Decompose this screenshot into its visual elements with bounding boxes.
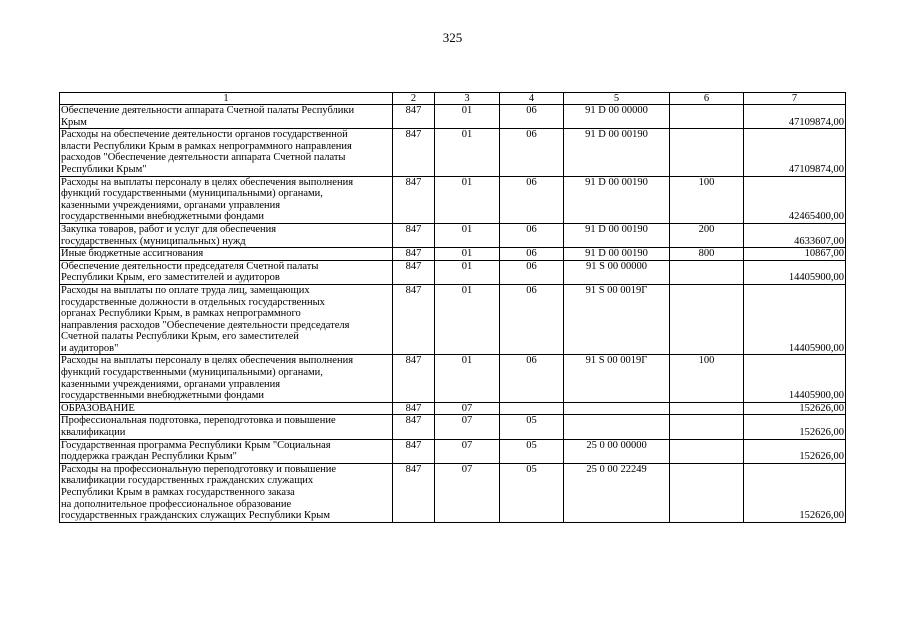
item-name-line: Расходы на выплаты персоналу в целях обеспечения выполнения bbox=[61, 176, 354, 188]
target-article-cell: 91 D 00 00000 bbox=[564, 105, 670, 129]
ministry-code-cell: 847 bbox=[393, 402, 435, 415]
target-article-cell: 91 D 00 00190 bbox=[564, 248, 670, 261]
item-name-line: казенными учреждениями, органами управления bbox=[61, 378, 281, 390]
target-article-cell: 91 D 00 00190 bbox=[564, 223, 670, 247]
ministry-code-cell: 847 bbox=[393, 355, 435, 402]
table-row bbox=[60, 105, 846, 129]
item-name-line: Расходы на профессиональную переподготовку и повышение bbox=[61, 463, 337, 475]
item-name-cell bbox=[60, 415, 393, 439]
section-code-cell: 07 bbox=[435, 439, 500, 463]
item-name-line: ОБРАЗОВАНИЕ bbox=[61, 402, 135, 414]
expense-type-cell bbox=[670, 260, 744, 284]
item-name-line: Крым bbox=[61, 116, 87, 128]
header-cell: 3 bbox=[435, 93, 500, 105]
expense-type-cell bbox=[670, 463, 744, 522]
table-row bbox=[60, 223, 846, 247]
item-name-line: квалификации bbox=[61, 427, 126, 439]
target-article-cell: 91 D 00 00190 bbox=[564, 176, 670, 223]
table-body bbox=[60, 93, 846, 523]
subsection-code-cell: 06 bbox=[500, 129, 564, 176]
budget-table bbox=[59, 92, 846, 523]
item-name-line: Профессиональная подготовка, переподготовка и повышение bbox=[61, 415, 336, 427]
item-name-line: Закупка товаров, работ и услуг для обеспечения bbox=[61, 223, 277, 235]
amount-cell: 152626,00 bbox=[744, 415, 846, 439]
item-name-cell bbox=[60, 260, 393, 284]
target-article-cell: 25 0 00 22249 bbox=[564, 463, 670, 522]
target-article-cell: 91 S 00 00000 bbox=[564, 260, 670, 284]
ministry-code-cell: 847 bbox=[393, 260, 435, 284]
subsection-code-cell bbox=[500, 402, 564, 415]
table-row bbox=[60, 355, 846, 402]
table-row bbox=[60, 284, 846, 355]
item-name-cell bbox=[60, 248, 393, 261]
ministry-code-cell: 847 bbox=[393, 284, 435, 355]
item-name-cell bbox=[60, 402, 393, 415]
item-name-line: расходов "Обеспечение деятельности аппарата Счетной палаты bbox=[61, 152, 346, 164]
amount-cell: 47109874,00 bbox=[744, 105, 846, 129]
table-row bbox=[60, 260, 846, 284]
subsection-code-cell: 06 bbox=[500, 355, 564, 402]
header-cell: 5 bbox=[564, 93, 670, 105]
target-article-cell: 91 S 00 0019Г bbox=[564, 284, 670, 355]
item-name-cell bbox=[60, 284, 393, 355]
item-name-line: Республики Крым в рамках государственного заказа bbox=[61, 487, 295, 498]
subsection-code-cell: 05 bbox=[500, 415, 564, 439]
subsection-code-cell: 06 bbox=[500, 105, 564, 129]
expense-type-cell: 200 bbox=[670, 223, 744, 247]
item-name-line: и аудиторов" bbox=[61, 342, 119, 354]
table-row bbox=[60, 176, 846, 223]
table-row bbox=[60, 439, 846, 463]
expense-type-cell bbox=[670, 439, 744, 463]
item-name-line: государственные должности в отдельных государственных bbox=[61, 296, 325, 308]
item-name-line: Обеспечение деятельности аппарата Счетной палаты Республики bbox=[61, 105, 355, 116]
expense-type-cell: 100 bbox=[670, 176, 744, 223]
header-cell: 4 bbox=[500, 93, 564, 105]
item-name-line: Расходы на выплаты персоналу в целях обеспечения выполнения bbox=[61, 355, 354, 367]
section-code-cell: 01 bbox=[435, 129, 500, 176]
section-code-cell: 01 bbox=[435, 284, 500, 355]
table-row bbox=[60, 463, 846, 522]
subsection-code-cell: 05 bbox=[500, 439, 564, 463]
expense-type-cell bbox=[670, 129, 744, 176]
section-code-cell: 07 bbox=[435, 415, 500, 439]
subsection-code-cell: 06 bbox=[500, 260, 564, 284]
header-cell: 6 bbox=[670, 93, 744, 105]
table-row bbox=[60, 129, 846, 176]
item-name-cell bbox=[60, 176, 393, 223]
section-code-cell: 07 bbox=[435, 463, 500, 522]
ministry-code-cell: 847 bbox=[393, 439, 435, 463]
item-name-line: Государственная программа Республики Крым "Социальная bbox=[61, 439, 331, 451]
expense-type-cell bbox=[670, 284, 744, 355]
target-article-cell bbox=[564, 415, 670, 439]
table-row bbox=[60, 415, 846, 439]
expense-type-cell: 100 bbox=[670, 355, 744, 402]
item-name-line: Расходы на выплаты по оплате труда лиц, замещающих bbox=[61, 284, 310, 296]
expense-type-cell bbox=[670, 415, 744, 439]
item-name-line: поддержка граждан Республики Крым" bbox=[61, 451, 237, 463]
item-name-line: функций государственными (муниципальными) органами, bbox=[61, 367, 323, 379]
target-article-cell: 91 D 00 00190 bbox=[564, 129, 670, 176]
item-name-cell bbox=[60, 463, 393, 522]
expense-type-cell bbox=[670, 402, 744, 415]
target-article-cell bbox=[564, 402, 670, 415]
item-name-line: Расходы на обеспечение деятельности органов государственной bbox=[61, 129, 348, 141]
subsection-code-cell: 06 bbox=[500, 248, 564, 261]
amount-cell: 152626,00 bbox=[744, 463, 846, 522]
subsection-code-cell: 05 bbox=[500, 463, 564, 522]
amount-cell: 42465400,00 bbox=[744, 176, 846, 223]
table-row bbox=[60, 248, 846, 261]
expense-type-cell bbox=[670, 105, 744, 129]
target-article-cell: 91 S 00 0019Г bbox=[564, 355, 670, 402]
item-name-line: Обеспечение деятельности председателя Счетной палаты bbox=[61, 260, 319, 272]
amount-cell: 152626,00 bbox=[744, 402, 846, 415]
ministry-code-cell: 847 bbox=[393, 176, 435, 223]
item-name-line: государственных гражданских служащих Республики Крым bbox=[61, 510, 331, 522]
table-header-row bbox=[60, 93, 846, 105]
expense-type-cell: 800 bbox=[670, 248, 744, 261]
amount-cell: 14405900,00 bbox=[744, 260, 846, 284]
item-name-line: Иные бюджетные ассигнования bbox=[61, 248, 204, 260]
amount-cell: 14405900,00 bbox=[744, 284, 846, 355]
section-code-cell: 01 bbox=[435, 105, 500, 129]
amount-cell: 10867,00 bbox=[744, 248, 846, 261]
item-name-line: государственных (муниципальных) нужд bbox=[61, 235, 246, 247]
ministry-code-cell: 847 bbox=[393, 105, 435, 129]
item-name-line: функций государственными (муниципальными) органами, bbox=[61, 188, 323, 200]
item-name-line: на дополнительное профессиональное образование bbox=[61, 498, 292, 510]
item-name-line: Республики Крым" bbox=[61, 163, 147, 175]
section-code-cell: 01 bbox=[435, 260, 500, 284]
subsection-code-cell: 06 bbox=[500, 223, 564, 247]
amount-cell: 152626,00 bbox=[744, 439, 846, 463]
item-name-line: Республики Крым, его заместителей и аудиторов bbox=[61, 272, 280, 284]
item-name-line: Счетной палаты Республики Крым, его заместителей bbox=[61, 331, 299, 343]
header-cell: 2 bbox=[393, 93, 435, 105]
page-number: 325 bbox=[442, 30, 463, 45]
ministry-code-cell: 847 bbox=[393, 415, 435, 439]
item-name-line: государственными внебюджетными фондами bbox=[61, 211, 265, 223]
amount-cell: 4633607,00 bbox=[744, 223, 846, 247]
section-code-cell: 01 bbox=[435, 248, 500, 261]
ministry-code-cell: 847 bbox=[393, 223, 435, 247]
subsection-code-cell: 06 bbox=[500, 176, 564, 223]
target-article-cell: 25 0 00 00000 bbox=[564, 439, 670, 463]
subsection-code-cell: 06 bbox=[500, 284, 564, 355]
header-cell: 7 bbox=[744, 93, 846, 105]
item-name-cell bbox=[60, 129, 393, 176]
item-name-cell bbox=[60, 439, 393, 463]
amount-cell: 14405900,00 bbox=[744, 355, 846, 402]
item-name-line: направления расходов "Обеспечение деятельности председателя bbox=[61, 319, 350, 331]
section-code-cell: 01 bbox=[435, 355, 500, 402]
item-name-line: органах Республики Крым, в рамках непрограммного bbox=[61, 308, 301, 320]
header-cell: 1 bbox=[60, 93, 393, 105]
amount-cell: 47109874,00 bbox=[744, 129, 846, 176]
section-code-cell: 07 bbox=[435, 402, 500, 415]
section-code-cell: 01 bbox=[435, 223, 500, 247]
item-name-cell bbox=[60, 355, 393, 402]
item-name-line: власти Республики Крым в рамках непрограммного направления bbox=[61, 140, 352, 152]
item-name-line: государственными внебюджетными фондами bbox=[61, 390, 265, 402]
section-code-cell: 01 bbox=[435, 176, 500, 223]
item-name-line: казенными учреждениями, органами управления bbox=[61, 199, 281, 211]
ministry-code-cell: 847 bbox=[393, 248, 435, 261]
table-row bbox=[60, 402, 846, 415]
item-name-cell bbox=[60, 223, 393, 247]
item-name-cell bbox=[60, 105, 393, 129]
ministry-code-cell: 847 bbox=[393, 129, 435, 176]
ministry-code-cell: 847 bbox=[393, 463, 435, 522]
item-name-line: квалификации государственных гражданских служащих bbox=[61, 475, 314, 487]
